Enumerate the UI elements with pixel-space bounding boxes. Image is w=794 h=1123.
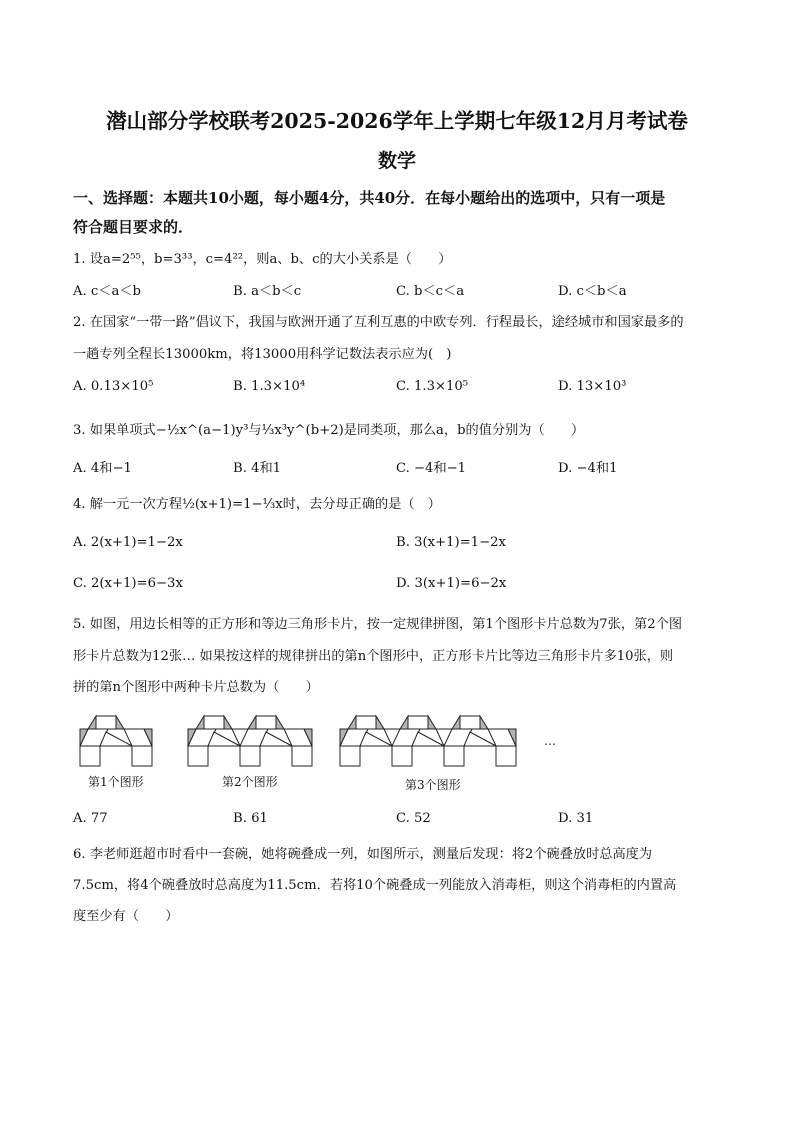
gray-triangle-17 <box>224 716 232 729</box>
pillar-square-30 <box>496 746 516 766</box>
question-4-stem: 4. 解一元一次方程½(x+1)=1−⅓x时，去分母正确的是（ ） <box>73 497 441 512</box>
section-heading-cont: 符合题目要求的． <box>73 218 194 236</box>
question-6-line3: 度至少有（ ） <box>73 909 179 924</box>
q5-option-c: C. 52 <box>396 811 431 826</box>
top-square-39 <box>408 716 428 729</box>
subject-title: 数学 <box>377 150 416 172</box>
q2-option-a: A. 0.13×10⁵ <box>73 379 154 394</box>
pillar-square-0 <box>80 746 100 766</box>
q1-option-a: A. c＜a＜b <box>73 284 141 299</box>
q4-option-c: C. 2(x+1)=6−3x <box>73 576 183 591</box>
gray-triangle-47 <box>480 716 488 729</box>
top-square-4 <box>96 716 116 729</box>
q3-option-d: D. −4和1 <box>558 461 618 476</box>
caption-figure-3: 第3个图形 <box>405 778 461 792</box>
gray-triangle-46 <box>452 716 460 729</box>
exam-title: 潜山部分学校联考2025-2026学年上学期七年级12月月考试卷 <box>106 109 688 133</box>
gray-triangle-6 <box>116 716 124 729</box>
pattern-ellipsis: … <box>544 734 556 748</box>
pillar-square-27 <box>340 746 360 766</box>
pillar-square-29 <box>444 746 464 766</box>
q1-option-b: B. a＜b＜c <box>233 284 302 299</box>
q5-option-b: B. 61 <box>233 811 268 826</box>
gray-triangle-34 <box>348 716 356 729</box>
gray-triangle-22 <box>248 716 256 729</box>
top-square-45 <box>460 716 480 729</box>
q5-option-d: D. 31 <box>558 811 594 826</box>
top-square-21 <box>256 716 276 729</box>
q2-option-d: D. 13×10³ <box>558 379 627 394</box>
q3-option-b: B. 4和1 <box>233 461 282 476</box>
question-6-line1: 6. 李老师逛超市时看中一套碗，她将碗叠成一列，如图所示，测量后发现：将2个碗叠放时总高度为 <box>73 847 653 862</box>
q4-option-b: B. 3(x+1)=1−2x <box>396 535 506 550</box>
gray-triangle-35 <box>376 716 384 729</box>
caption-figure-1: 第1个图形 <box>88 775 144 789</box>
top-square-33 <box>356 716 376 729</box>
pillar-square-11 <box>240 746 260 766</box>
question-5-line1: 5. 如图，用边长相等的正方形和等边三角形卡片，按一定规律拼图，第1个图形卡片总数为7张，第2个图 <box>73 617 683 632</box>
question-5-line2: 形卡片总数为12张… 如果按这样的规律拼出的第n个图形中，正方形卡片比等边三角形卡片多10张，则 <box>73 649 674 664</box>
gray-triangle-40 <box>400 716 408 729</box>
q2-option-c: C. 1.3×10⁵ <box>396 379 469 394</box>
pillar-square-1 <box>132 746 152 766</box>
q4-option-d: D. 3(x+1)=6−2x <box>396 576 507 591</box>
q2-option-b: B. 1.3×10⁴ <box>233 379 306 394</box>
question-1-stem: 1. 设a=2⁵⁵，b=3³³，c=4²²，则a、b、c的大小关系是（ ） <box>73 252 452 267</box>
q1-option-d: D. c＜b＜a <box>558 284 627 299</box>
q5-option-a: A. 77 <box>73 811 108 826</box>
pillar-square-28 <box>392 746 412 766</box>
pillar-square-10 <box>188 746 208 766</box>
q1-option-c: C. b＜c＜a <box>396 284 465 299</box>
gray-triangle-16 <box>196 716 204 729</box>
q3-option-c: C. −4和−1 <box>396 461 467 476</box>
q3-option-a: A. 4和−1 <box>73 461 132 476</box>
question-5-line3: 拼的第n个图形中两种卡片总数为（ ） <box>73 680 319 695</box>
pattern-figure <box>78 712 558 768</box>
gray-triangle-23 <box>276 716 284 729</box>
section-heading: 一、选择题：本题共10小题，每小题4分，共40分．在每小题给出的选项中，只有一项是 <box>73 189 666 207</box>
question-2-line2: 一趟专列全程长13000km，将13000用科学记数法表示应为( ) <box>73 347 452 362</box>
question-6-line2: 7.5cm，将4个碗叠放时总高度为11.5cm．若将10个碗叠成一列能放入消毒柜，则这个消毒柜的内置高 <box>73 878 677 893</box>
gray-triangle-5 <box>88 716 96 729</box>
top-square-15 <box>204 716 224 729</box>
caption-figure-2: 第2个图形 <box>222 775 278 789</box>
question-2-line1: 2. 在国家“一带一路”倡议下，我国与欧洲开通了互利互惠的中欧专列．行程最长，途经城市和国家最多的 <box>73 315 684 330</box>
question-3-stem: 3. 如果单项式−½x^(a−1)y³与⅓x³y^(b+2)是同类项，那么a，b的值分别为（ ） <box>73 423 585 438</box>
pillar-square-12 <box>292 746 312 766</box>
q4-option-a: A. 2(x+1)=1−2x <box>73 535 183 550</box>
gray-triangle-41 <box>428 716 436 729</box>
